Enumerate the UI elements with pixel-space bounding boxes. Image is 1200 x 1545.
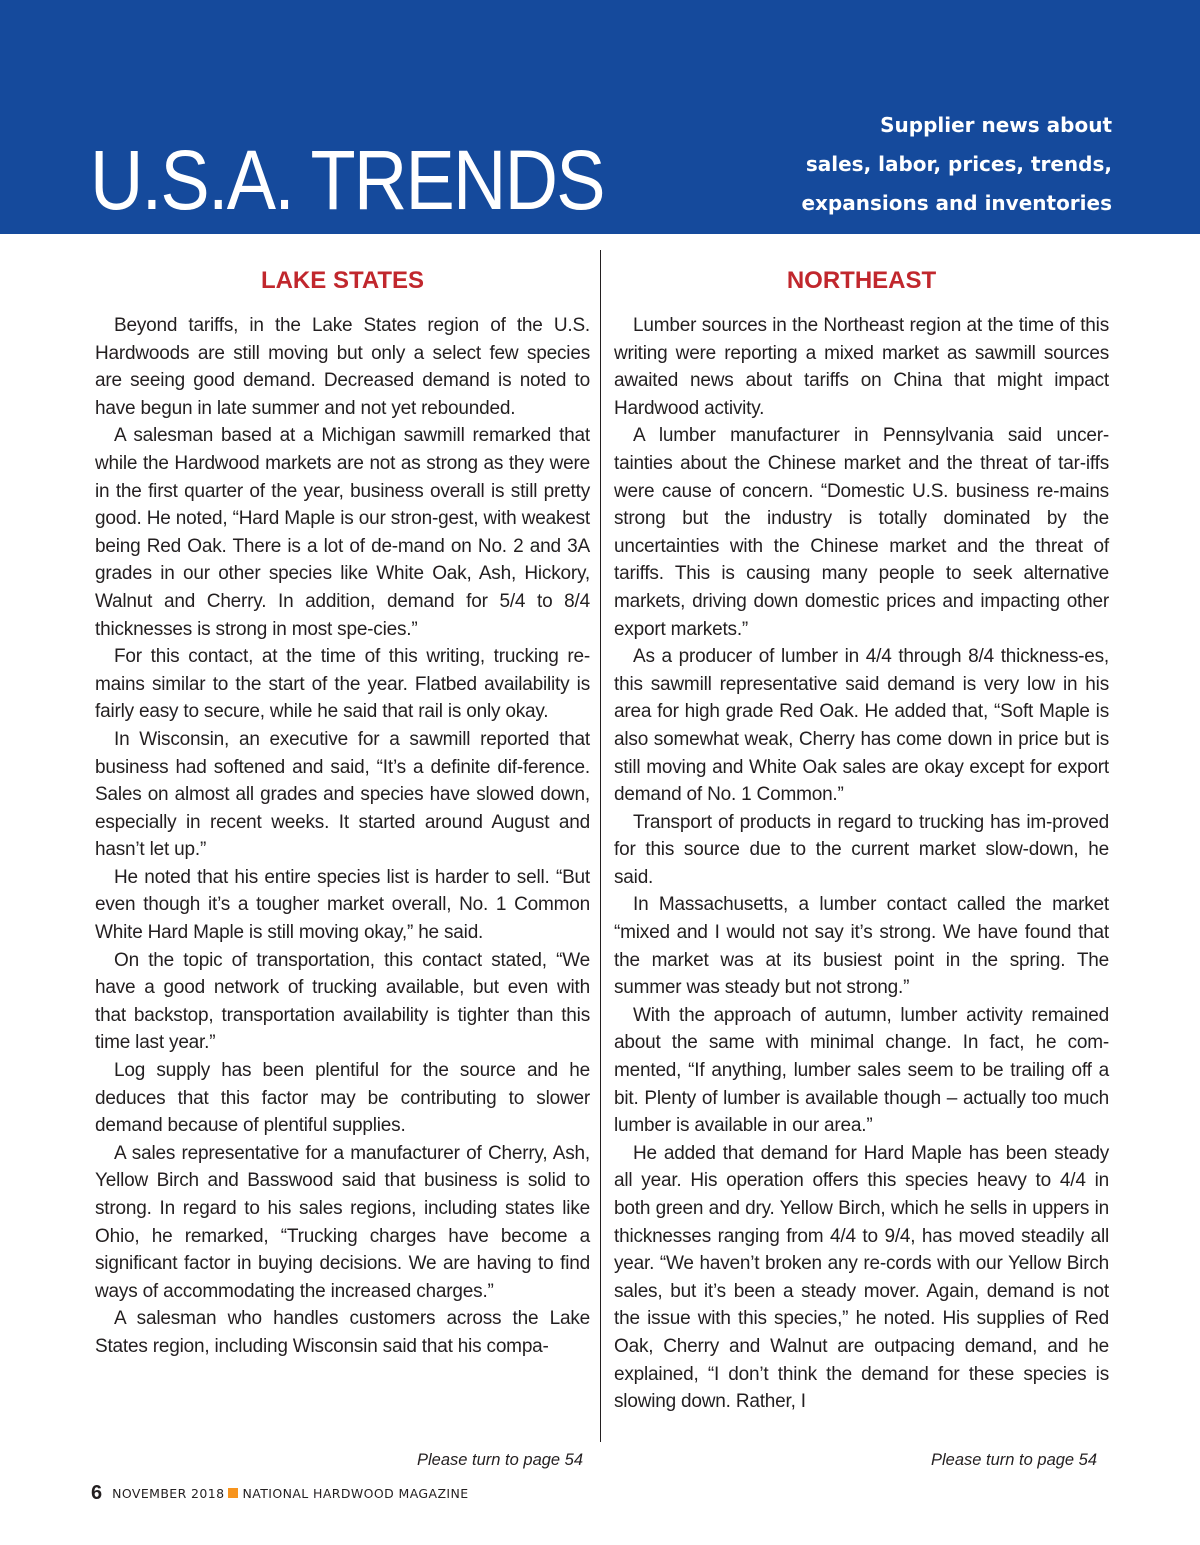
column-divider [600,250,601,1442]
continued-note-left: Please turn to page 54 [417,1451,584,1469]
paragraph: A salesman who handles customers across the Lake States region, including Wisconsin said that his compa- [95,1308,590,1357]
paragraph: For this contact, at the time of this writing, trucking re-mains similar to the start of the year. Flatbed availability is fairly easy to secure, while he said that rail is only okay. [95,646,590,723]
paragraph: A sales representative for a manufacturer of Cherry, Ash, Yellow Birch and Basswood said that business is solid to strong. In regard to his sales regions, including states like Ohio, he remarked, “Trucking charges have become a significant factor in buying decisions. We are having to find ways of accommodating the increased charges.” [95,1142,590,1302]
subtitle-line: sales, labor, prices, trends, [805,152,1112,176]
continued-note-right: Please turn to page 54 [931,1451,1098,1469]
subtitle-line: expansions and inventories [801,191,1112,215]
page-number: 6 [91,1481,103,1504]
lake-states-heading: LAKE STATES [260,267,425,294]
paragraph: He added that demand for Hard Maple has been steady all year. His operation offers this species heavy to 4/4 in both green and dry. Yellow Birch, which he sells in uppers in thicknesses ranging from 4/4 to 9/4, has moved steadily all year. “We haven’t broken any re-cords with our Yellow Birch sales, but it’s been a steady mover. Again, demand is not the issue with this species,” he noted. His supplies of Red Oak, Cherry and Walnut are outpacing demand, and he explained, “I don’t think the demand for these species is slowing down. Rather, I [614,1142,1109,1413]
northeast-column [614,264,1109,1416]
paragraph: A lumber manufacturer in Pennsylvania said uncer-tainties about the Chinese market and the threat of tar-iffs were cause of concern. “Domestic U.S. business re-mains strong but the industry is totally dominated by the uncertainties with the Chinese market and the threat of tariffs. This is causing many people to seek alternative markets, driving down domestic prices and impacting other export markets.” [614,425,1109,640]
paragraph: In Wisconsin, an executive for a sawmill reported that business had softened and said, “It’s a definite dif-ference. Sales on almost all grades and species have slowed down, especially in recent weeks. It started around August and hasn’t let up.” [95,728,590,861]
northeast-heading: NORTHEAST [786,267,937,294]
paragraph: Log supply has been plentiful for the source and he deduces that this factor may be contributing to slower demand because of plentiful supplies. [95,1060,590,1137]
issue-date: NOVEMBER 2018 [112,1485,225,1501]
paragraph: As a producer of lumber in 4/4 through 8/4 thickness-es, this sawmill representative said demand is very low in his area for high grade Red Oak. He added that, “Soft Maple is also somewhat weak, Cherry has come down in price but is still moving and White Oak sales are okay except for export demand of No. 1 Common.” [614,646,1109,806]
northeast-body [614,312,1109,1416]
lake-states-body [95,312,590,1361]
paragraph: On the topic of transportation, this contact stated, “We have a good network of trucking available, but even with that backstop, transportation availability is tighter than this time last year.” [95,949,590,1054]
page-title: U.S.A. TRENDS [90,133,604,227]
footer-square-icon [228,1488,238,1498]
paragraph: Beyond tariffs, in the Lake States region of the U.S. Hardwoods are still moving but only a select few species are seeing good demand. Decreased demand is noted to have begun in late summer and not yet rebounded. [95,315,590,419]
magazine-name: NATIONAL HARDWOOD MAGAZINE [242,1485,469,1501]
paragraph: In Massachusetts, a lumber contact called the market “mixed and I would not say it’s strong. We have found that the market was at its busiest point in the spring. The summer was steady but not strong.” [614,894,1109,999]
page-footer [91,1480,469,1506]
lake-states-column [95,264,590,1361]
header-banner [0,0,1200,234]
paragraph: With the approach of autumn, lumber activity remained about the same with minimal change. In fact, he com-mented, “If anything, lumber sales seem to be trailing off a bit. Plenty of lumber is available though – actually too much lumber is available in our area.” [614,1004,1109,1137]
paragraph: Lumber sources in the Northeast region at the time of this writing were reporting a mixed market as sawmill sources awaited news about tariffs on China that might impact Hardwood activity. [614,315,1109,419]
paragraph: A salesman based at a Michigan sawmill remarked that while the Hardwood markets are not as strong as they were in the first quarter of the year, business overall is still pretty good. He noted, “Hard Maple is our stron-gest, with weakest being Red Oak. There is a lot of de-mand on No. 2 and 3A grades in our other species like White Oak, Ash, Hickory, Walnut and Cherry. In addition, demand for 5/4 to 8/4 thicknesses is strong in most spe-cies.” [95,425,590,640]
subtitle-line: Supplier news about [880,113,1112,137]
paragraph: Transport of products in regard to trucking has im-proved for this source due to the current market slow-down, he said. [614,811,1109,888]
header-subtitle [692,106,1112,223]
paragraph: He noted that his entire species list is harder to sell. “But even though it’s a tougher market overall, No. 1 Common White Hard Maple is still moving okay,” he said. [95,866,590,944]
